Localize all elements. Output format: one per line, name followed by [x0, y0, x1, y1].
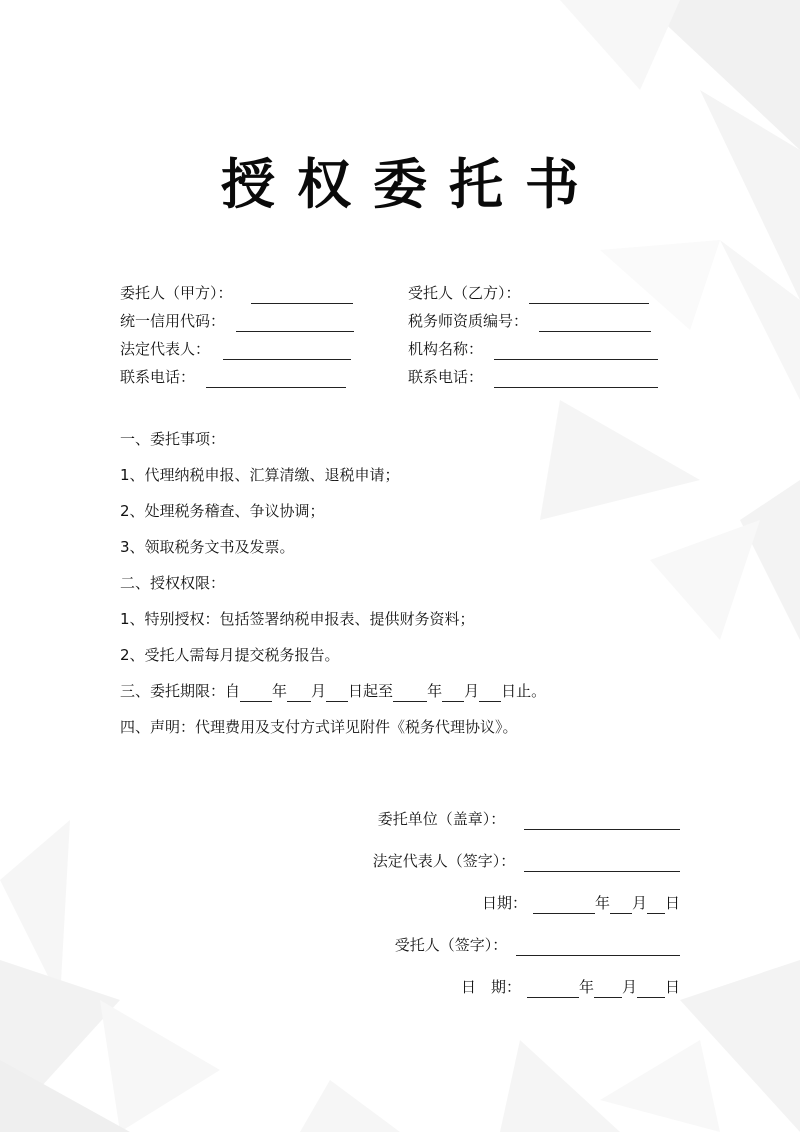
date-1-year: 年 — [594, 894, 610, 912]
legal-rep-field[interactable] — [120, 338, 351, 360]
term-year-2: 年 — [427, 682, 443, 700]
legal-rep-line[interactable] — [223, 342, 351, 360]
legal-rep-sign-label: 法定代表人（签字）： — [372, 852, 516, 870]
entrustor-seal-label: 委托单位（盖章）： — [377, 810, 506, 828]
section-4-statement: 四、声明：代理费用及支付方式详见附件《税务代理协议》。 — [120, 718, 518, 736]
term-year-1: 年 — [272, 682, 288, 700]
entrustor-label: 委托人（甲方）： — [120, 284, 233, 302]
tax-agent-cert-line[interactable] — [539, 314, 651, 332]
date-1-year-blank[interactable] — [533, 897, 595, 914]
section-2-item-2: 2、受托人需每月提交税务报告。 — [120, 646, 340, 664]
term-start-month-blank[interactable] — [287, 685, 311, 702]
term-start-day-blank[interactable] — [326, 685, 348, 702]
term-day-2: 日止。 — [501, 682, 547, 700]
trustee-phone-field[interactable] — [408, 366, 658, 388]
credit-code-label: 统一信用代码： — [120, 312, 226, 330]
tax-agent-cert-label: 税务师资质编号： — [408, 312, 529, 330]
section-2-heading: 二、授权权限： — [120, 574, 226, 592]
term-end-month-blank[interactable] — [442, 685, 464, 702]
date-2-month: 月 — [621, 978, 637, 996]
term-day-1: 日起至 — [348, 682, 394, 700]
trustee-phone-label: 联系电话： — [408, 368, 484, 386]
section-1-heading: 一、委托事项： — [120, 430, 226, 448]
tax-agent-cert-field[interactable] — [408, 310, 651, 332]
date-row-1 — [482, 892, 680, 914]
section-1-item-1: 1、代理纳税申报、汇算清缴、退税申请； — [120, 466, 400, 484]
date-row-2 — [461, 976, 680, 998]
date-2-day-blank[interactable] — [637, 981, 665, 998]
trustee-line[interactable] — [529, 286, 649, 304]
section-2-item-1: 1、特别授权：包括签署纳税申报表、提供财务资料； — [120, 610, 475, 628]
entrustor-seal-line[interactable] — [524, 812, 680, 830]
credit-code-field[interactable] — [120, 310, 354, 332]
date-2-month-blank[interactable] — [594, 981, 622, 998]
term-start-year-blank[interactable] — [240, 685, 272, 702]
entrustor-phone-field[interactable] — [120, 366, 346, 388]
date-1-day-blank[interactable] — [647, 897, 665, 914]
date-1-month-blank[interactable] — [610, 897, 632, 914]
entrustor-seal-row[interactable] — [378, 808, 680, 830]
document-title: 授权委托书 — [221, 153, 601, 216]
date-2-year: 年 — [578, 978, 594, 996]
org-name-field[interactable] — [408, 338, 658, 360]
entrustor-phone-line[interactable] — [206, 370, 346, 388]
term-end-day-blank[interactable] — [479, 685, 501, 702]
trustee-sign-row[interactable] — [395, 934, 680, 956]
date-label-2: 日 期： — [460, 978, 521, 996]
date-2-day: 日 — [664, 978, 680, 996]
entrustor-line[interactable] — [251, 286, 353, 304]
trustee-label: 受托人（乙方）： — [408, 284, 521, 302]
date-2-year-blank[interactable] — [527, 981, 579, 998]
legal-rep-sign-line[interactable] — [524, 854, 680, 872]
org-name-line[interactable] — [494, 342, 658, 360]
legal-rep-sign-row[interactable] — [373, 850, 680, 872]
entrustor-phone-label: 联系电话： — [120, 368, 196, 386]
org-name-label: 机构名称： — [408, 340, 484, 358]
section-1-item-3: 3、领取税务文书及发票。 — [120, 538, 295, 556]
trustee-sign-label: 受托人（签字）： — [394, 936, 508, 954]
trustee-phone-line[interactable] — [494, 370, 658, 388]
term-month-2: 月 — [464, 682, 480, 700]
term-month-1: 月 — [311, 682, 327, 700]
trustee-sign-line[interactable] — [516, 938, 680, 956]
entrustor-field[interactable] — [120, 282, 353, 304]
date-1-month: 月 — [631, 894, 647, 912]
credit-code-line[interactable] — [236, 314, 354, 332]
term-prefix: 三、委托期限：自 — [120, 682, 241, 700]
date-label-1: 日期： — [481, 894, 527, 912]
date-1-day: 日 — [664, 894, 680, 912]
section-1-item-2: 2、处理税务稽查、争议协调； — [120, 502, 325, 520]
term-end-year-blank[interactable] — [393, 685, 427, 702]
trustee-field[interactable] — [408, 282, 649, 304]
legal-rep-label: 法定代表人： — [120, 340, 211, 358]
term-line — [120, 680, 546, 702]
